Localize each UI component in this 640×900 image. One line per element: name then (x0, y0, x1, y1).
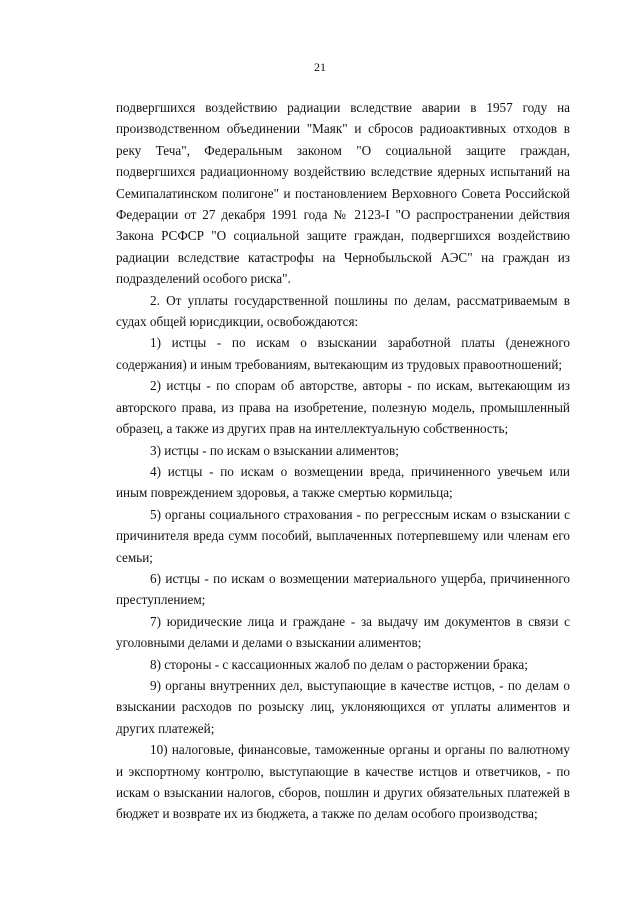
list-item-9: 9) органы внутренних дел, выступающие в качестве истцов, - по делам о взыскании расходов по розыску лиц, уклоняющихся от уплаты алиментов и других платежей; (116, 677, 570, 736)
list-item-10: 10) налоговые, финансовые, таможенные органы и органы по валютному и экспортному контролю, выступающие в качестве истцов и ответчиков, - по искам о взыскании налогов, сборов, пошлин и других обязательных платежей в бюджет и возврате их из бюджета, а также по делам особого производства; (116, 742, 570, 822)
list-item-8: 8) стороны - с кассационных жалоб по делам о расторжении брака; (150, 656, 528, 672)
list-item-5: 5) органы социального страхования - по регрессным искам о взыскании с причинителя вреда сумм пособий, выплаченных потерпевшему или членам его семьи; (116, 506, 570, 565)
page-body (116, 97, 570, 825)
list-item-2: 2) истцы - по спорам об авторстве, авторы - по искам, вытекающим из авторского права, из права на изобретение, полезную модель, промышленный образец, а также из других прав на интеллектуальную собственность; (116, 378, 570, 437)
page-number: 21 (314, 60, 326, 74)
paragraph-item-2-heading: 2. От уплаты государственной пошлины по делам, рассматриваемым в судах общей юрисдикции, освобождаются: (116, 292, 570, 330)
list-item-7: 7) юридические лица и граждане - за выдачу им документов в связи с уголовными делами и делами о взыскании алиментов; (116, 613, 570, 651)
list-item-6: 6) истцы - по искам о возмещении материального ущерба, причиненного преступлением; (116, 570, 570, 608)
list-item-4: 4) истцы - по искам о возмещении вреда, причиненного увечьем или иным повреждением здоровья, а также смертью кормильца; (116, 463, 570, 501)
list-item-1: 1) истцы - по искам о взыскании заработной платы (денежного содержания) и иным требованиям, вытекающим из трудовых правоотношений; (116, 335, 570, 372)
paragraph-continuation: подвергшихся воздействию радиации вследствие аварии в 1957 году на производственном объединении "Маяк" и сбросов радиоактивных отходов в реку Теча", Федеральным законом "О социальной защите граждан, подвергшихся радиационному воздействию вследствие ядерных испытаний на Семипалатинском полигоне" и постановлением Верховного Совета Российской Федерации от 27 декабря 1991 года № 2123-I "О распространении действия Закона РСФСР "О социальной защите граждан, подвергшихся воздействию радиации вследствие катастрофы на Чернобыльской АЭС" на граждан из подразделений особого риска". (116, 100, 570, 287)
list-item-3: 3) истцы - по искам о взыскании алиментов; (150, 442, 399, 458)
